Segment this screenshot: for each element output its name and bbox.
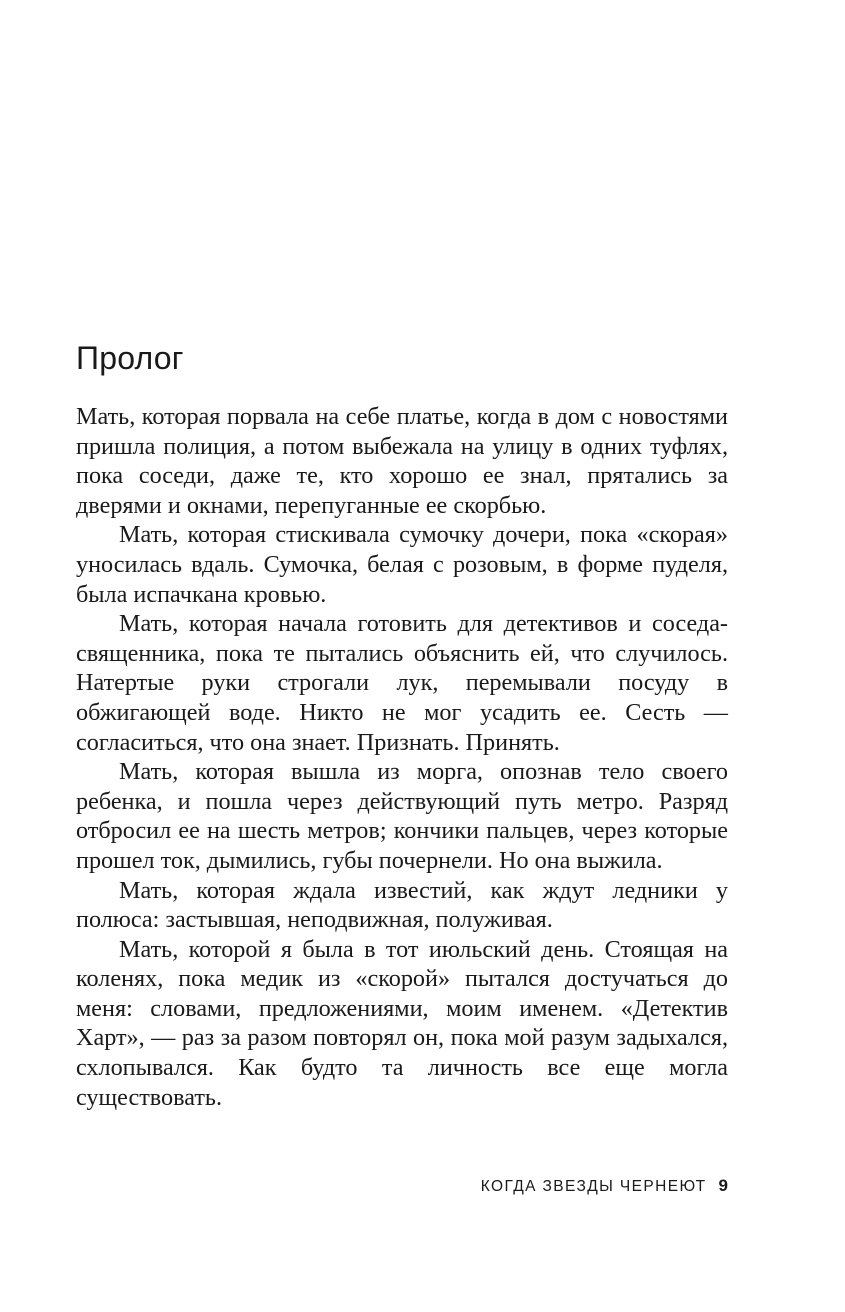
chapter-body: [76, 402, 728, 1112]
paragraph: Мать, которая порвала на себе платье, когда в дом с новостями пришла полиция, а потом выбежала на улицу в одних туфлях, пока соседи, даже те, кто хорошо ее знал, прятались за дверями и окнами, перепуганные ее скорбью.: [76, 403, 728, 519]
running-footer: [481, 1176, 728, 1200]
paragraph: Мать, которой я была в тот июльский день. Стоящая на коленях, пока медик из «скорой» пытался достучаться до меня: словами, предложениями, моим именем. «Детектив Харт», — раз за разом повторял он, пока мой разум задыхался, схлопывался. Как будто та личность все еще могла существовать.: [76, 935, 728, 1111]
paragraph: Мать, которая вышла из морга, опознав тело своего ребенка, и пошла через действующий путь метро. Разряд отбросил ее на шесть метров; кончики пальцев, через которые прошел ток, дымились, губы почернели. Но она выжила.: [76, 758, 728, 874]
footer-book-title: КОГДА ЗВЕЗДЫ ЧЕРНЕЮТ: [480, 1178, 707, 1195]
chapter-title: Пролог: [76, 340, 184, 376]
page-number: 9: [718, 1176, 728, 1195]
paragraph: Мать, которая ждала известий, как ждут ледники у полюса: застывшая, неподвижная, полуживая.: [76, 876, 728, 934]
paragraph: Мать, которая начала готовить для детективов и соседа-священника, пока те пытались объяснить ей, что случилось. Натертые руки строгали лук, перемывали посуду в обжигающей воде. Никто не мог усадить ее. Сесть — согласиться, что она знает. Признать. Принять.: [76, 610, 728, 756]
paragraph: Мать, которая стискивала сумочку дочери, пока «скорая» уносилась вдаль. Сумочка, белая с розовым, в форме пуделя, была испачкана кровью.: [76, 521, 728, 608]
